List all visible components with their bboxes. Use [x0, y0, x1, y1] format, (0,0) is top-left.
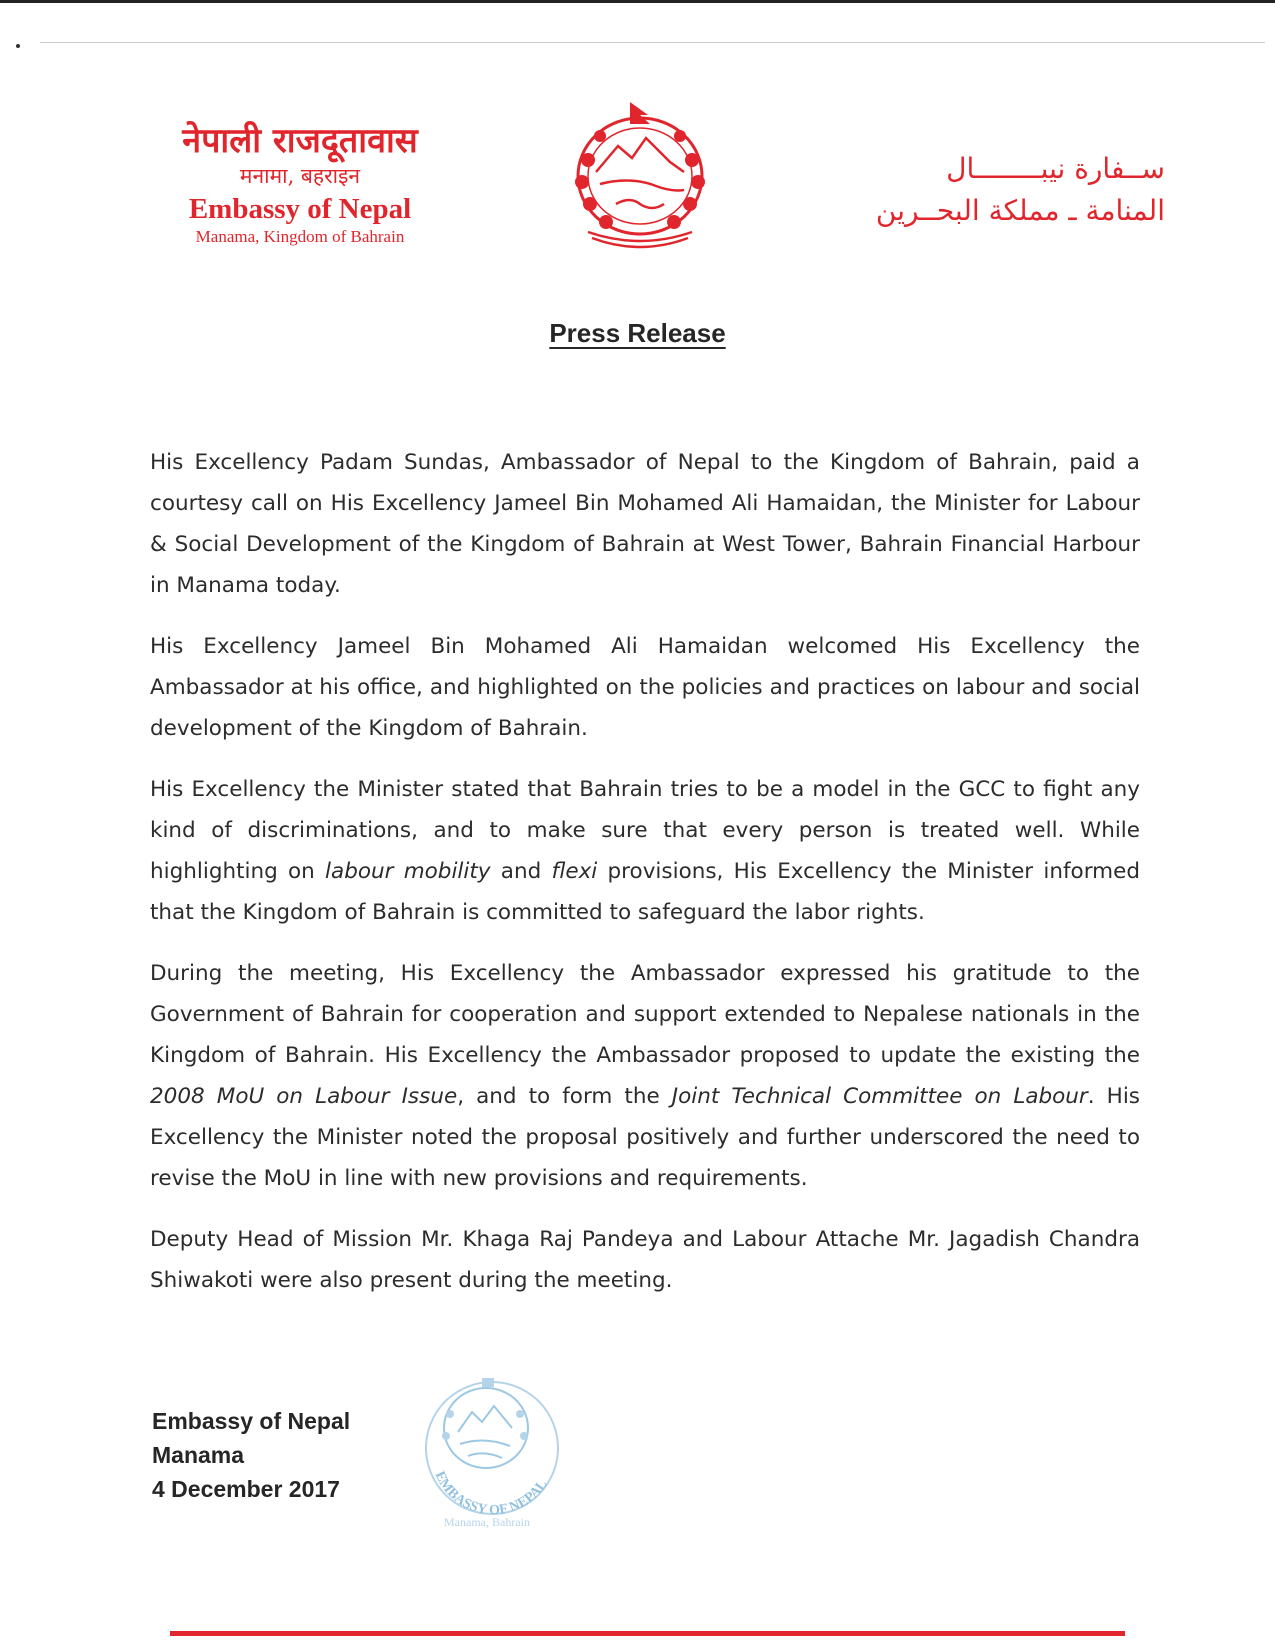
paragraph-4 [150, 953, 1140, 1199]
paragraph-4-text-a: During the meeting, His Excellency the Ambassador expressed his gratitude to the Government of Bahrain for cooperation and support extended to Nepalese nationals in the Kingdom of Bahrain. His Excellency the Ambassador proposed to update the existing the [150, 961, 1140, 1068]
signature-line-embassy: Embassy of Nepal [152, 1408, 351, 1434]
letterhead-english-subtitle: Manama, Kingdom of Bahrain [195, 227, 405, 246]
paragraph-3-text-c: provisions, His Excellency the Minister informed that the Kingdom of Bahrain is committed to safeguard the labor rights. [150, 859, 1140, 925]
scan-rule [40, 42, 1265, 43]
paragraph-3-text-a: His Excellency the Minister stated that Bahrain tries to be a model in the GCC to fight any kind of discriminations, and to make sure that every person is treated well. While highlighting on [150, 777, 1140, 884]
paragraph-1: His Excellency Padam Sundas, Ambassador of Nepal to the Kingdom of Bahrain, paid a courtesy call on His Excellency Jameel Bin Mohamed Ali Hamaidan, the Minister for Labour & Social Development of the Kingdom of Bahrain at West Tower, Bahrain Financial Harbour in Manama today. [150, 450, 1140, 598]
paragraph-4-text-c: . His Excellency the Minister noted the proposal positively and further underscored the need to revise the MoU in line with new provisions and requirements. [150, 1084, 1140, 1191]
paragraph-3 [150, 769, 1140, 933]
paragraph-3-text-b: and [490, 859, 552, 884]
signature-block [152, 1404, 350, 1506]
footer-rule [170, 1631, 1125, 1636]
emphasis-labour-mobility: labour mobility [325, 859, 491, 884]
emphasis-joint-committee: Joint Technical Committee on Labour [671, 1084, 1088, 1109]
embassy-seal-stamp-icon [410, 1370, 575, 1535]
emphasis-flexi: flexi [551, 859, 598, 884]
letterhead-nepali-title: नेपाली राजदूतावास [182, 121, 418, 161]
emphasis-mou: 2008 MoU on Labour Issue [150, 1084, 458, 1109]
paragraph-4-text-b: , and to form the [457, 1084, 672, 1109]
letterhead-arabic-title: ســفارة نيبــــــــال [946, 152, 1165, 185]
letterhead-nepali-city: मनामा, बहराइन [239, 164, 361, 188]
scan-border-top [0, 0, 1275, 3]
letterhead-left [140, 120, 460, 248]
paragraph-5: Deputy Head of Mission Mr. Khaga Raj Pandeya and Labour Attache Mr. Jagadish Chandra Shiwakoti were also present during the meeting. [150, 1227, 1140, 1293]
paragraph-2: His Excellency Jameel Bin Mohamed Ali Hamaidan welcomed His Excellency the Ambassador at his office, and highlighted on the policies and practices on labour and social development of the Kingdom of Bahrain. [150, 634, 1140, 741]
stamp-text-top: EMBASSY OF NEPAL [431, 1469, 551, 1519]
signature-line-city: Manama [152, 1442, 245, 1468]
letterhead-english-title: Embassy of Nepal [188, 193, 412, 225]
stamp-text-bottom: Manama, Bahrain [444, 1515, 530, 1529]
scan-speck [16, 44, 20, 48]
document-body [150, 442, 1140, 1321]
signature-date: 4 December 2017 [152, 1476, 340, 1502]
letterhead-arabic-subtitle: المنامة ـ مملكة البحــرين [875, 194, 1165, 227]
letterhead-right [830, 148, 1165, 232]
document-title: Press Release [549, 318, 726, 348]
nepal-emblem-icon [560, 100, 720, 250]
